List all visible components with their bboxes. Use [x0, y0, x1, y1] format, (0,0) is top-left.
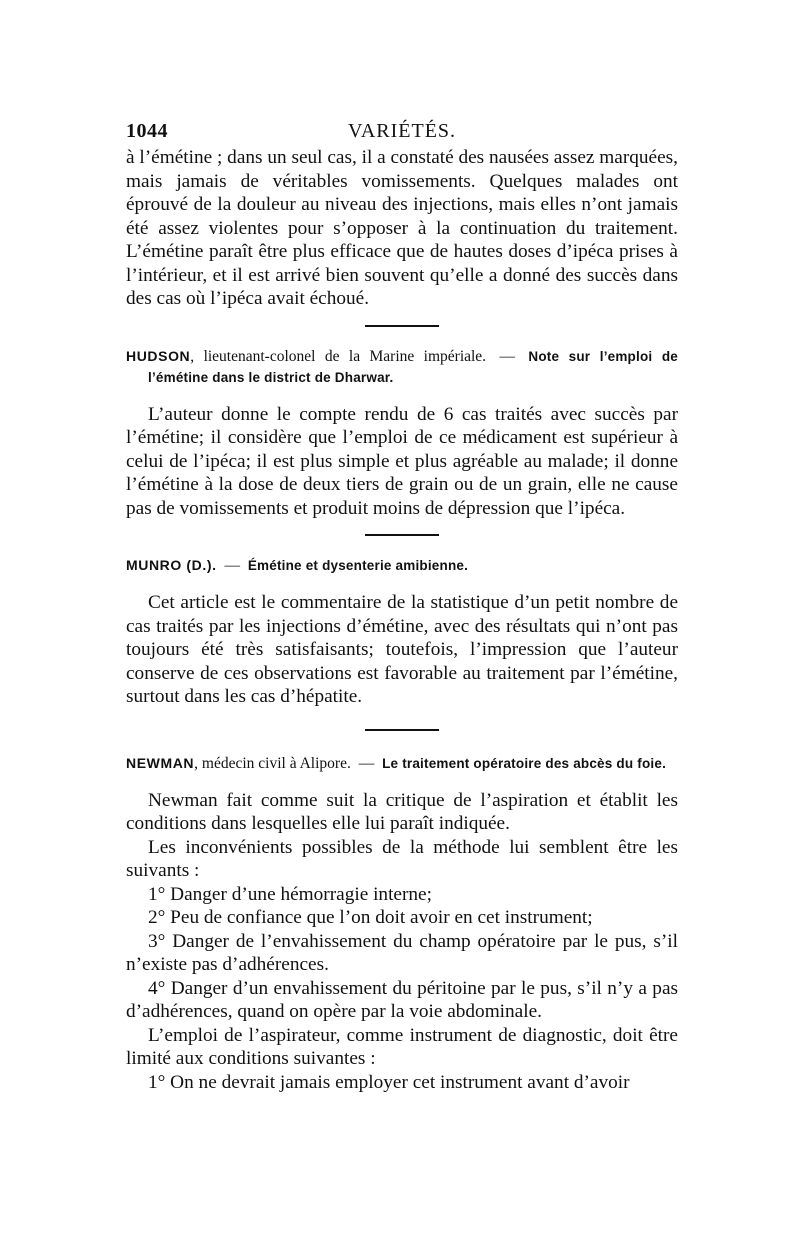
section-divider [365, 325, 439, 327]
entry-title: Émétine et dysenterie amibienne. [247, 558, 469, 573]
entry-paragraph: Les inconvénients possibles de la méthode lui semblent être les suivants : [126, 836, 678, 881]
section-divider [365, 534, 439, 536]
running-title: VARIÉTÉS. [347, 120, 457, 142]
list-item: 4° Danger d’un envahissement du péritoine par le pus, s’il n’y a pas d’adhérences, quand on opère par la voie abdominale. [126, 977, 678, 1022]
entry-affiliation: , médecin civil à Alipore. [194, 754, 351, 772]
section-divider [365, 729, 439, 731]
entry-dash: — [224, 557, 240, 574]
page-header [126, 112, 678, 146]
intro-paragraph: à l’émétine ; dans un seul cas, il a constaté des nausées assez marquées, mais jamais de véritables vomissements. Quelques malades ont éprouvé de la douleur au niveau des injections, mais elles n’ont jamais été assez violentes pour s’opposer à la continuation du traitement. L’émétine paraît être plus efficace que de hautes doses d’ipéca prises à l’intérieur, et il est arrivé bien souvent qu’elle a donné des succès dans des cas où l’ipéca avait échoué. [126, 147, 678, 309]
entry-author: MUNRO (D.). [126, 557, 217, 573]
list-item: 1° On ne devrait jamais employer cet instrument avant d’avoir [148, 1071, 630, 1093]
entry-dash: — [499, 347, 515, 365]
entry-affiliation: , lieutenant-colonel de la Marine impériale. [190, 347, 487, 365]
entry-heading-hudson [126, 346, 678, 388]
entry-paragraph: Newman fait comme suit la critique de l’aspiration et établit les conditions dans lesquelles elle lui paraît indiquée. [126, 789, 678, 834]
entry-title: Le traitement opératoire des abcès du foie. [382, 755, 667, 771]
list-item: 1° Danger d’une hémorragie interne; [148, 883, 432, 905]
entry-paragraph: Cet article est le commentaire de la statistique d’un petit nombre de cas traités par les injections d’émétine, avec des résultats qui n’ont pas toujours été très satisfaisants; toutefois, l’impression que l’auteur conserve de ces observations est favorable au traitement par l’émétine, surtout dans les cas d’hépatite. [126, 592, 678, 707]
entry-heading-munro [126, 555, 678, 576]
entry-author: HUDSON [126, 347, 191, 364]
entry-paragraph: L’auteur donne le compte rendu de 6 cas traités avec succès par l’émétine; il considère que l’emploi de ce médicament est supérieur à celui de l’ipéca; il est plus simple et plus agréable au malade; il donne l’émétine à la dose de deux tiers de grain ou de un grain, elle ne cause pas de vomissements et produit moins de dépression que l’ipéca. [126, 403, 678, 519]
entry-dash: — [358, 754, 375, 772]
entry-author: NEWMAN [126, 754, 195, 771]
entry-paragraph: L’emploi de l’aspirateur, comme instrument de diagnostic, doit être limité aux conditions suivantes : [126, 1024, 678, 1069]
entry-heading-newman [126, 753, 678, 774]
page-number: 1044 [126, 120, 168, 142]
list-item: 2° Peu de confiance que l’on doit avoir en cet instrument; [148, 907, 593, 928]
list-item: 3° Danger de l’envahissement du champ opératoire par le pus, s’il n’existe pas d’adhérences. [126, 930, 678, 975]
entry-title: Note sur l’emploi de l’émétine dans le district de Dharwar. [148, 348, 678, 385]
document-page [126, 112, 678, 1094]
